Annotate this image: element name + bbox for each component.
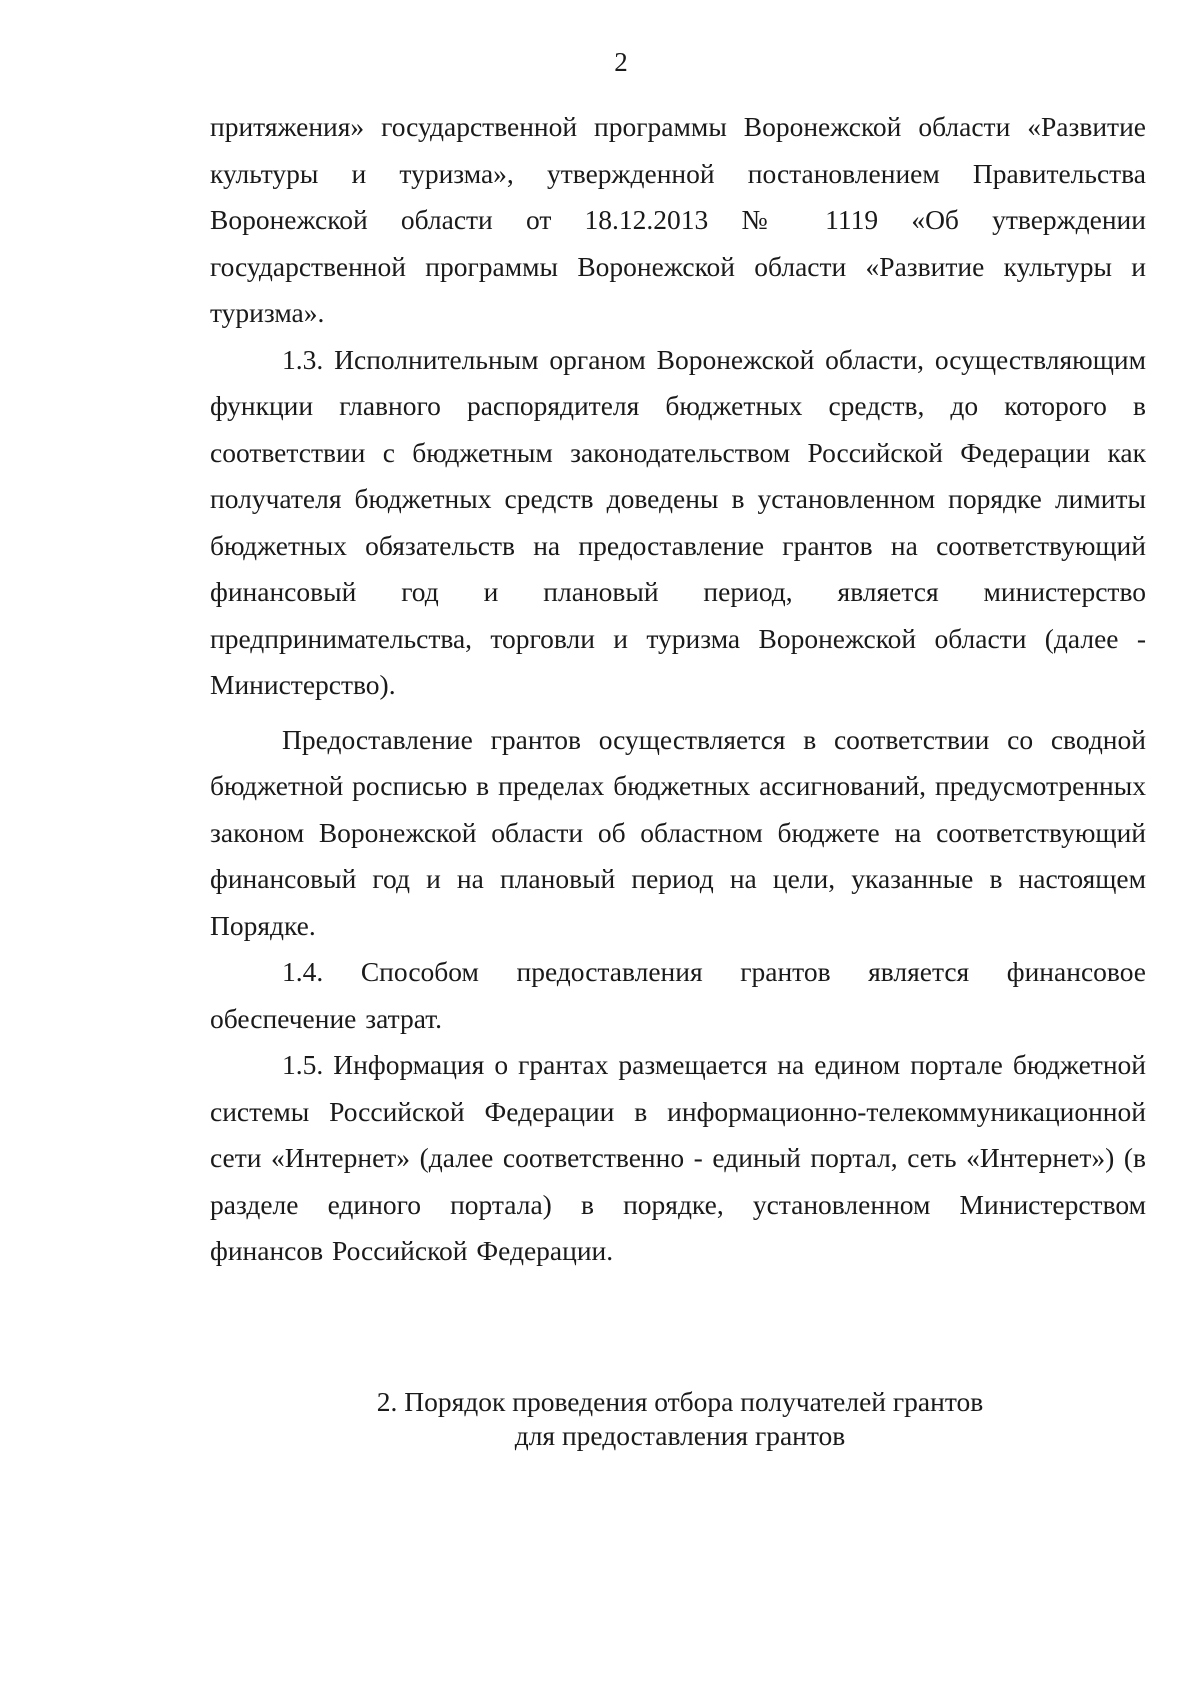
section-heading-line-1: 2. Порядок проведения отбора получателей грантов	[376, 1386, 984, 1417]
paragraph-1-3: 1.3. Исполнительным органом Воронежской области, осуществляющим функции главного распорядителя бюджетных средств, до которого в соответствии с бюджетным законодательством Российской Федерации как получателя бюджетных средств доведены в установленном порядке лимиты бюджетных обязательств на предоставление грантов на соответствующий финансовый год и плановый период, является министерство предпринимательства, торговли и туризма Воронежской области (далее - Министерство).	[210, 343, 1146, 700]
paragraph-grants-provision: Предоставление грантов осуществляется в соответствии со сводной бюджетной росписью в пределах бюджетных ассигнований, предусмотренных законом Воронежской области об областном бюджете на соответствующий финансовый год и на плановый период на цели, указанные в настоящем Порядке.	[210, 723, 1146, 941]
paragraph-1-4: 1.4. Способом предоставления грантов является финансовое обеспечение затрат.	[210, 956, 1146, 1034]
paragraph-continuation: притяжения» государственной программы Воронежской области «Развитие культуры и туризма», утвержденной постановлением Правительства Воронежской области от 18.12.2013 № 1119 «Об утверждении государственной программы Воронежской области «Развитие культуры и туризма».	[210, 111, 1146, 328]
section-heading-line-2: для предоставления грантов	[514, 1420, 846, 1451]
paragraph-1-5: 1.5. Информация о грантах размещается на едином портале бюджетной системы Российской Федерации в информационно-телекоммуникационной сети «Интернет» (далее соответственно - единый портал, сеть «Интернет») (в разделе единого портала) в порядке, установленном Министерством финансов Российской Федерации.	[210, 1049, 1146, 1266]
section-heading	[360, 1385, 1000, 1453]
page-number: 2	[614, 47, 628, 77]
document-body	[210, 104, 1146, 1275]
